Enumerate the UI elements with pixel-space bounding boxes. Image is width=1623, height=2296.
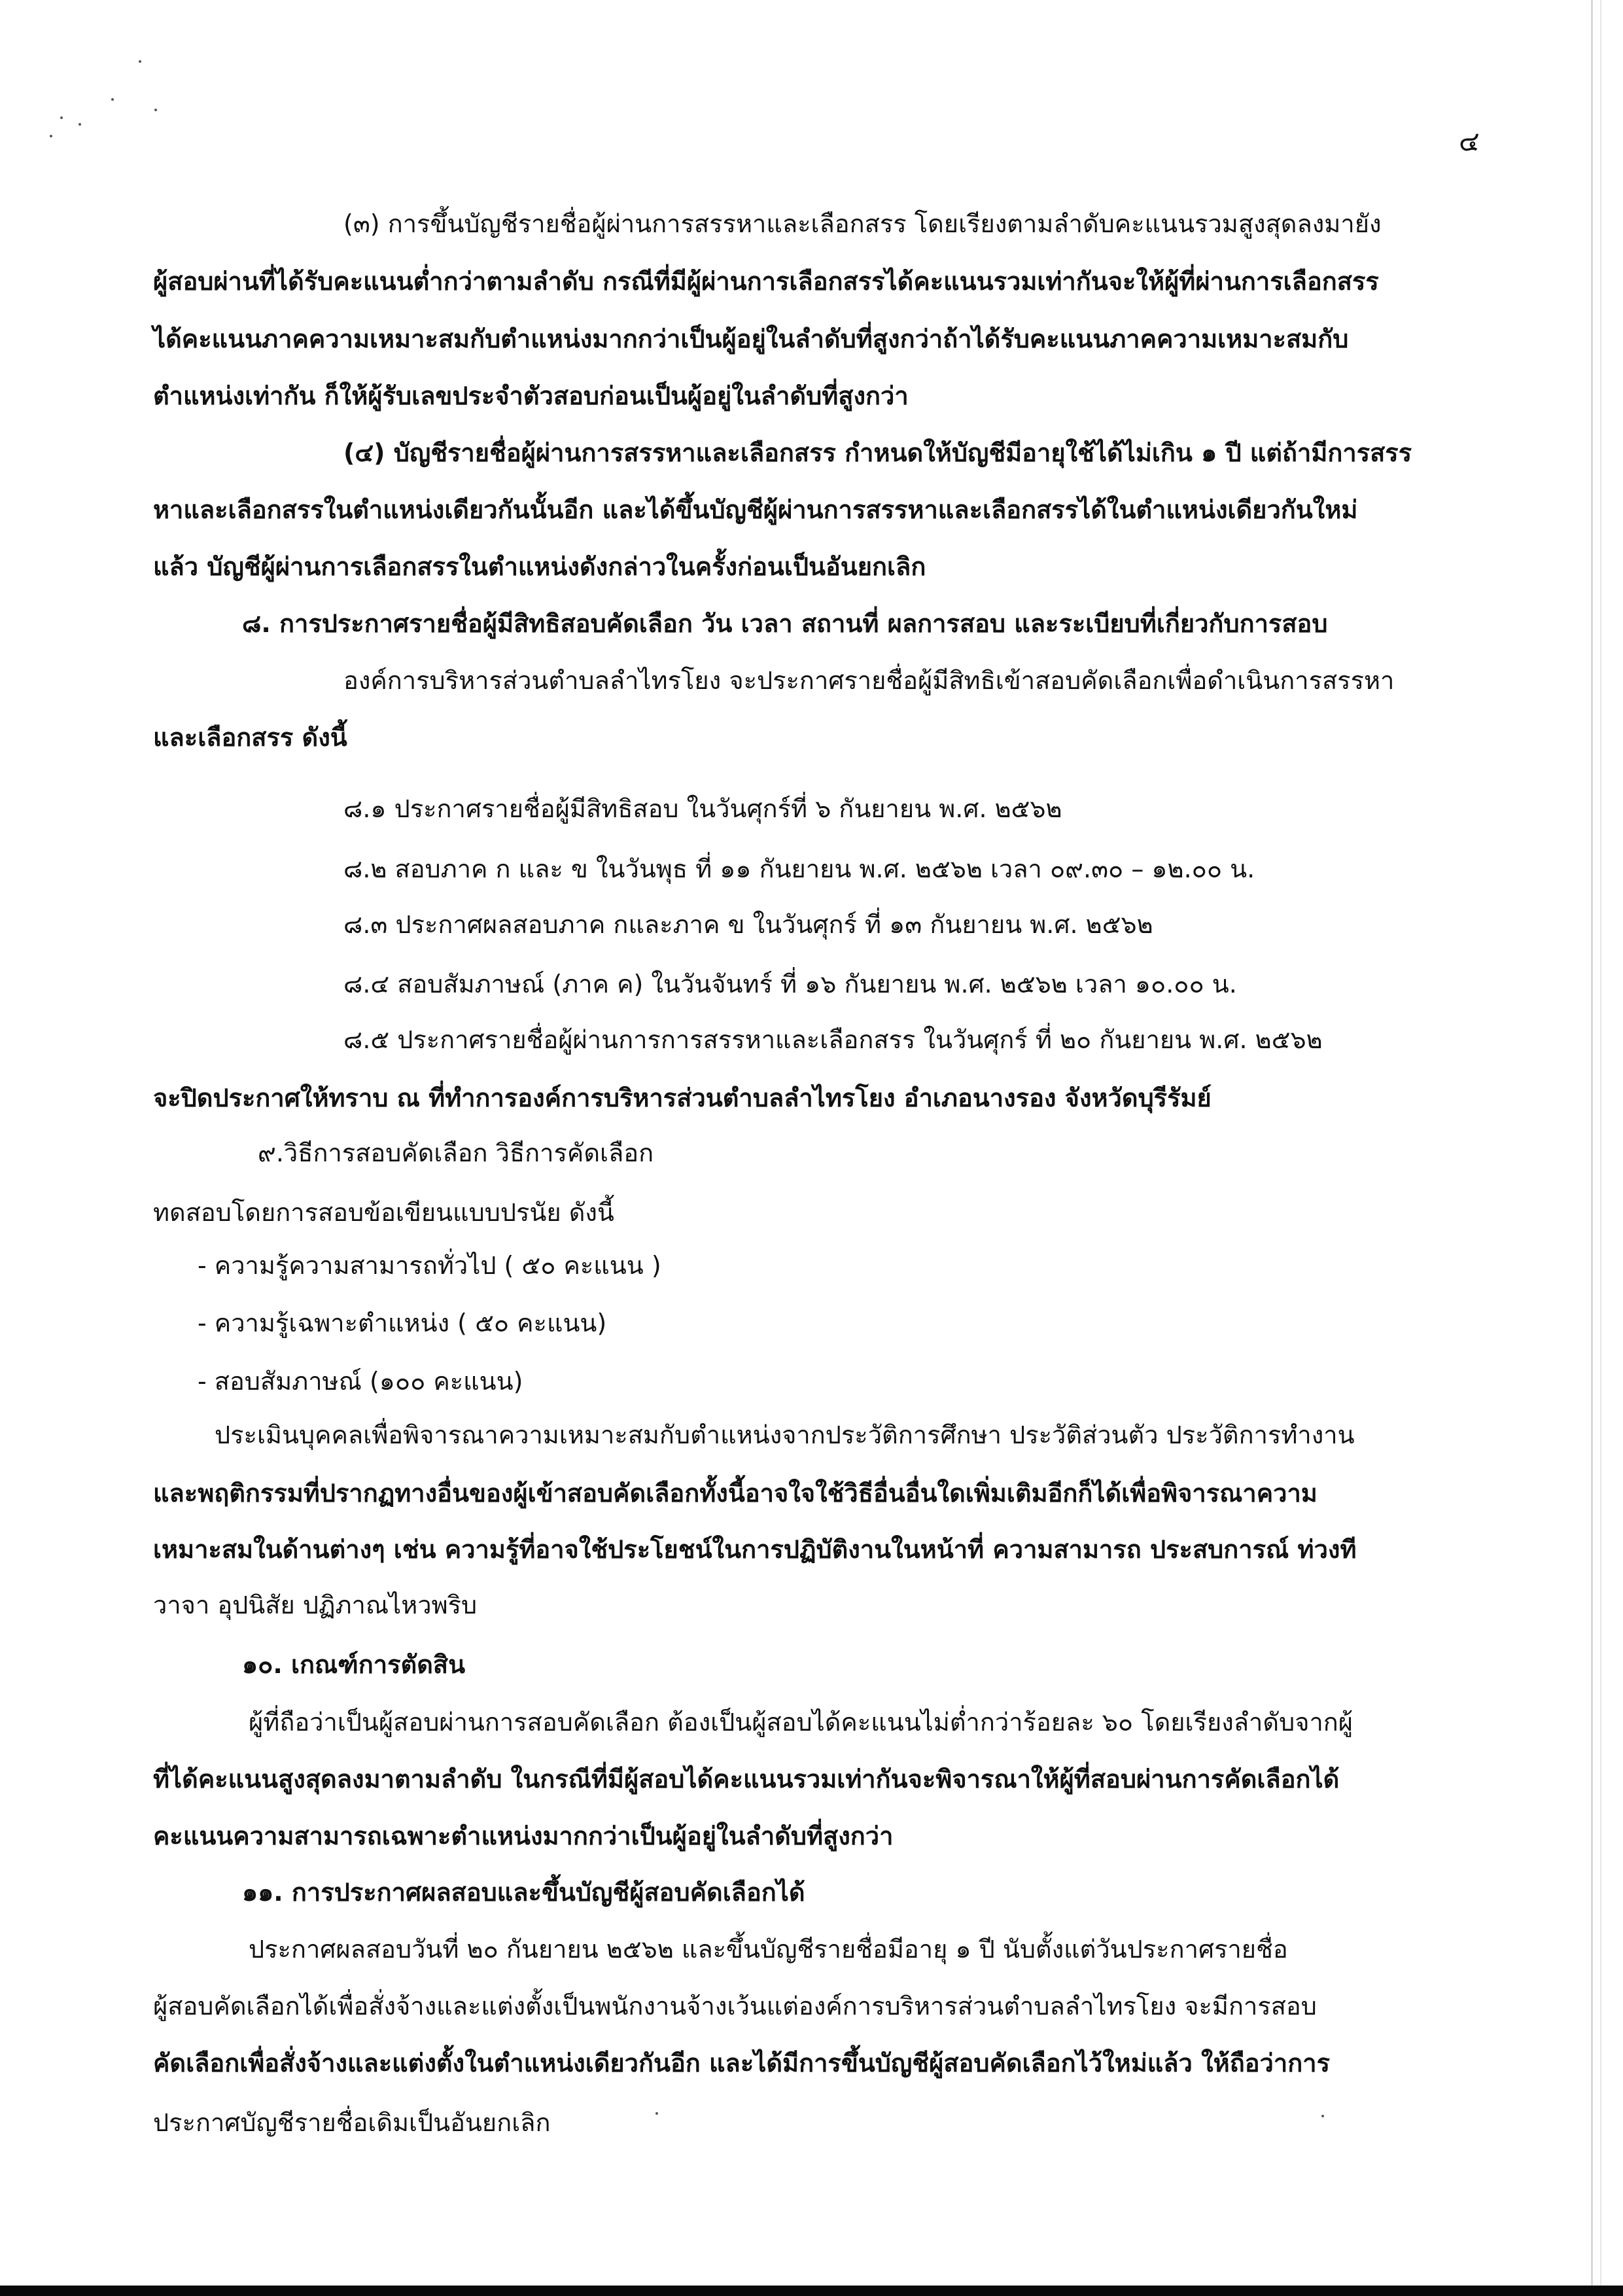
paragraph-line: จะปิดประกาศให้ทราบ ณ ที่ทำการองค์การบริหารส่วนตำบลลำไทรโยง อำเภอนางรอง จังหวัดบุรีรัมย์: [153, 1084, 1212, 1112]
section-heading: ๙.วิธีการสอบคัดเลือก วิธีการคัดเลือก: [258, 1139, 654, 1167]
section-heading: ๑๐. เกณฑ์การตัดสิน: [242, 1650, 466, 1679]
paragraph-line: คัดเลือกเพื่อสั่งจ้างและแต่งตั้งในตำแหน่งเดียวกันอีก และได้มีการขึ้นบัญชีผู้สอบคัดเลือกไว้ใหม่แล้ว ให้ถือว่าการ: [153, 2049, 1330, 2077]
paragraph-line: ประเมินบุคคลเพื่อพิจารณาความเหมาะสมกับตำแหน่งจากประวัติการศึกษา ประวัติส่วนตัว ประวัติการทำงาน: [215, 1421, 1355, 1449]
paragraph-line: และพฤติกรรมที่ปรากฏทางอื่นของผู้เข้าสอบคัดเลือกทั้งนี้อาจใจใช้วิธีอื่นอื่นใดเพิ่มเติมอีกก็ได้เพื่อพิจารณาความ: [153, 1479, 1318, 1508]
paragraph-line: ประกาศบัญชีรายชื่อเดิมเป็นอันยกเลิก: [153, 2108, 551, 2137]
paragraph-line: ได้คะแนนภาคความเหมาะสมกับตำแหน่งมากกว่าเป็นผู้อยู่ในลำดับที่สูงกว่าถ้าได้รับคะแนนภาคความเหมาะสมกับ: [153, 325, 1349, 353]
scan-speck: [1321, 2115, 1324, 2117]
paragraph-line: ผู้สอบคัดเลือกได้เพื่อสั่งจ้างและแต่งตั้งเป็นพนักงานจ้างเว้นแต่องค์การบริหารส่วนตำบลลำไทรโยง จะมีการสอบ: [153, 1992, 1317, 2021]
scan-speck: [154, 109, 157, 111]
paragraph-line: ทดสอบโดยการสอบข้อเขียนแบบปรนัย ดังนี้: [153, 1198, 614, 1227]
scan-edge-right-inner: [1600, 0, 1601, 2296]
scan-speck: [139, 60, 141, 63]
paragraph-line: ผู้สอบผ่านที่ได้รับคะแนนต่ำกว่าตามลำดับ กรณีที่มีผู้ผ่านการเลือกสรรได้คะแนนรวมเท่ากันจะให้ผู้ที่ผ่านการเลือกสรร: [153, 267, 1379, 296]
paragraph-line: หาและเลือกสรรในตำแหน่งเดียวกันนั้นอีก และได้ขึ้นบัญชีผู้ผ่านการสรรหาและเลือกสรรได้ในตำแหน่งเดียวกันใหม่: [153, 495, 1358, 524]
exam-item: - ความรู้เฉพาะตำแหน่ง ( ๕๐ คะแนน): [198, 1309, 607, 1337]
section-heading: ๘. การประกาศรายชื่อผู้มีสิทธิสอบคัดเลือก วัน เวลา สถานที่ ผลการสอบ และระเบียบที่เกี่ยวกับการสอบ: [242, 609, 1328, 638]
paragraph-line: (๓) การขึ้นบัญชีรายชื่อผู้ผ่านการสรรหาและเลือกสรร โดยเรียงตามลำดับคะแนนรวมสูงสุดลงมายัง: [343, 209, 1382, 238]
schedule-item: ๘.๓ ประกาศผลสอบภาค กและภาค ข ในวันศุกร์ ที่ ๑๓ กันยายน พ.ศ. ๒๕๖๒: [343, 910, 1153, 939]
paragraph-line: ผู้ที่ถือว่าเป็นผู้สอบผ่านการสอบคัดเลือก ต้องเป็นผู้สอบได้คะแนนไม่ต่ำกว่าร้อยละ ๖๐ โดยเรียงลำดับจากผู้: [249, 1708, 1353, 1737]
paragraph-line: วาจา อุปนิสัย ปฏิภาณไหวพริบ: [153, 1591, 478, 1619]
paragraph-line: คะแนนความสามารถเฉพาะตำแหน่งมากกว่าเป็นผู้อยู่ในลำดับที่สูงกว่า: [153, 1822, 894, 1850]
schedule-item: ๘.๒ สอบภาค ก และ ข ในวันพุธ ที่ ๑๑ กันยายน พ.ศ. ๒๕๖๒ เวลา ๐๙.๓๐ – ๑๒.๐๐ น.: [343, 855, 1255, 883]
paragraph-line: องค์การบริหารส่วนตำบลลำไทรโยง จะประกาศรายชื่อผู้มีสิทธิเข้าสอบคัดเลือกเพื่อดำเนินการสรรหา: [343, 666, 1395, 695]
schedule-item: ๘.๑ ประกาศรายชื่อผู้มีสิทธิสอบ ในวันศุกร์ที่ ๖ กันยายน พ.ศ. ๒๕๖๒: [343, 794, 1062, 823]
paragraph-line: ตำแหน่งเท่ากัน ก็ให้ผู้รับเลขประจำตัวสอบก่อนเป็นผู้อยู่ในลำดับที่สูงกว่า: [153, 381, 909, 410]
paragraph-line: ที่ได้คะแนนสูงสุดลงมาตามลำดับ ในกรณีที่มีผู้สอบได้คะแนนรวมเท่ากันจะพิจารณาให้ผู้ที่สอบผ่านการคัดเลือกได้: [153, 1765, 1340, 1793]
exam-item: - สอบสัมภาษณ์ (๑๐๐ คะแนน): [198, 1367, 523, 1396]
section-heading: ๑๑. การประกาศผลสอบและขึ้นบัญชีผู้สอบคัดเลือกได้: [242, 1878, 805, 1907]
exam-item: - ความรู้ความสามารถทั่วไป ( ๕๐ คะแนน ): [198, 1251, 661, 1280]
paragraph-line: ประกาศผลสอบวันที่ ๒๐ กันยายน ๒๕๖๒ และขึ้นบัญชีรายชื่อมีอายุ ๑ ปี นับตั้งแต่วันประกาศรายชื่อ: [249, 1935, 1288, 1964]
scan-speck: [50, 135, 52, 137]
paragraph-line: แล้ว บัญชีผู้ผ่านการเลือกสรรในตำแหน่งดังกล่าวในครั้งก่อนเป็นอันยกเลิก: [153, 552, 926, 581]
paragraph-line: และเลือกสรร ดังนี้: [153, 723, 347, 752]
page-number: ๔: [1459, 125, 1480, 157]
scan-speck: [60, 116, 63, 119]
scan-speck: [79, 123, 81, 126]
scan-speck: [655, 2112, 658, 2115]
scan-speck: [111, 98, 114, 101]
scan-edge-right: [1591, 0, 1593, 2296]
scan-edge-bottom: [0, 2286, 1623, 2296]
paragraph-line: (๔) บัญชีรายชื่อผู้ผ่านการสรรหาและเลือกสรร กำหนดให้บัญชีมีอายุใช้ได้ไม่เกิน ๑ ปี แต่ถ้ามีการสรร: [343, 438, 1412, 467]
schedule-item: ๘.๕ ประกาศรายชื่อผู้ผ่านการการสรรหาและเลือกสรร ในวันศุกร์ ที่ ๒๐ กันยายน พ.ศ. ๒๕๖๒: [343, 1025, 1323, 1054]
schedule-item: ๘.๔ สอบสัมภาษณ์ (ภาค ค) ในวันจันทร์ ที่ ๑๖ กันยายน พ.ศ. ๒๕๖๒ เวลา ๑๐.๐๐ น.: [343, 970, 1237, 998]
paragraph-line: เหมาะสมในด้านต่างๆ เช่น ความรู้ที่อาจใช้ประโยชน์ในการปฏิบัติงานในหน้าที่ ความสามารถ ประสบการณ์ ท่วงที: [153, 1535, 1357, 1564]
